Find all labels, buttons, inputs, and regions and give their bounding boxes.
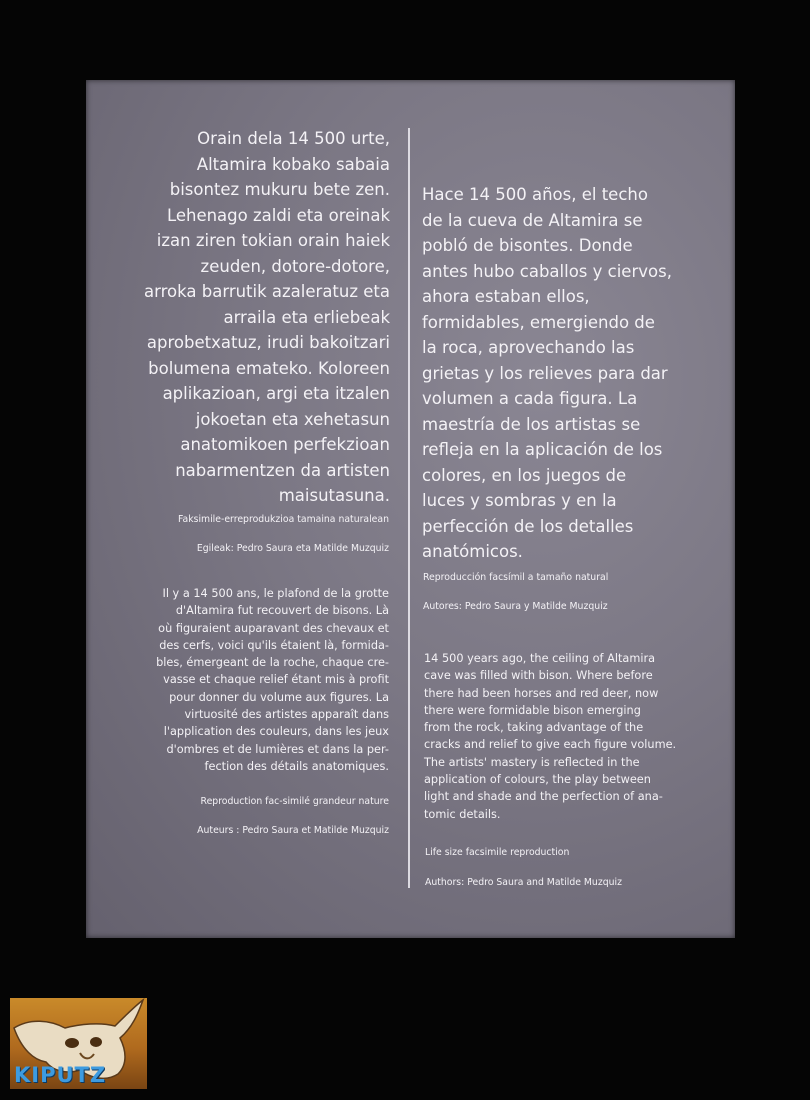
french-authors-note: Auteurs : Pedro Saura et Matilde Muzquiz xyxy=(197,825,389,836)
spanish-text-line: refleja en la aplicación de los xyxy=(422,440,663,459)
english-text-line: cave was filled with bison. Where before xyxy=(424,669,653,683)
basque-text-line: zeuden, dotore-dotore, xyxy=(200,256,390,276)
basque-reproduction-note: Faksimile-erreprodukzioa tamaina naturalean xyxy=(178,514,389,525)
spanish-text-line: ahora estaban ellos, xyxy=(422,287,590,306)
spanish-text-line: de la cueva de Altamira se xyxy=(422,210,643,230)
english-text-line: application of colours, the play between xyxy=(424,773,651,787)
french-text xyxy=(156,585,389,775)
basque-text xyxy=(144,126,390,509)
french-text-line: virtuosité des artistes apparaît dans xyxy=(184,708,389,722)
basque-text-line: arraila eta erliebeak xyxy=(223,307,390,327)
english-text-line: The artists' mastery is reflected in the xyxy=(424,755,640,769)
basque-text-line: maisutasuna. xyxy=(278,486,390,505)
basque-text-line: Altamira kobako sabaia xyxy=(196,154,390,174)
french-text-line: bles, émergeant de la roche, chaque cre- xyxy=(156,656,389,670)
spanish-reproduction-note: Reproducción facsímil a tamaño natural xyxy=(423,572,609,583)
spanish-text-line: antes hubo caballos y ciervos, xyxy=(422,261,672,281)
english-text-line: tomic details. xyxy=(424,807,501,821)
basque-text-line: nabarmentzen da artisten xyxy=(175,460,390,480)
spanish-text-line: luces y sombras y en la xyxy=(422,491,617,510)
spanish-text-line: colores, en los juegos de xyxy=(422,465,627,485)
basque-text-line: Orain dela 14 500 urte, xyxy=(197,129,390,148)
basque-text-line: anatomikoen perfekzioan xyxy=(180,435,390,454)
french-text-line: l'application des couleurs, dans les jeux xyxy=(163,725,389,739)
english-authors-note: Authors: Pedro Saura and Matilde Muzquiz xyxy=(425,877,622,888)
english-text xyxy=(424,650,676,823)
spanish-text-line: pobló de bisontes. Donde xyxy=(422,236,633,255)
basque-text-line: Lehenago zaldi eta oreinak xyxy=(166,205,390,225)
english-text-line: 14 500 years ago, the ceiling of Altamira xyxy=(424,652,656,665)
logo-label: KIPUTZ xyxy=(14,1063,107,1087)
basque-text-line: arroka barrutik azaleratuz eta xyxy=(144,282,390,301)
basque-text-line: aplikazioan, argi eta itzalen xyxy=(162,384,390,403)
basque-text-line: jokoetan eta xehetasun xyxy=(195,409,390,429)
basque-text-line: bisontez mukuru bete zen. xyxy=(169,180,390,199)
english-text-line: cracks and relief to give each figure volume. xyxy=(424,738,677,752)
spanish-text-line: formidables, emergiendo de xyxy=(422,312,655,332)
french-text-line: fection des détails anatomiques. xyxy=(204,759,389,773)
basque-text-line: bolumena emateko. Koloreen xyxy=(148,358,390,378)
spanish-authors-note: Autores: Pedro Saura y Matilde Muzquiz xyxy=(423,601,608,612)
french-text-line: pour donner du volume aux figures. La xyxy=(169,690,389,704)
basque-text-line: izan ziren tokian orain haiek xyxy=(156,231,390,250)
english-text-line: light and shade and the perfection of ana- xyxy=(424,790,663,804)
spanish-text-line: perfección de los detalles xyxy=(422,516,634,536)
spanish-text-line: volumen a cada figura. La xyxy=(422,389,638,408)
spanish-text-line: la roca, aprovechando las xyxy=(422,338,635,357)
spanish-text-line: maestría de los artistas se xyxy=(422,414,641,434)
french-text-line: d'ombres et de lumières et dans la per- xyxy=(166,742,389,756)
basque-text-line: aprobetxatuz, irudi bakoitzari xyxy=(146,333,390,352)
french-text-line: où figuraient auparavant des chevaux et xyxy=(158,621,389,635)
basque-authors-note: Egileak: Pedro Saura eta Matilde Muzquiz xyxy=(196,543,389,554)
column-divider xyxy=(408,128,410,888)
english-text-line: there had been horses and red deer, now xyxy=(424,686,659,700)
english-text-line: there were formidable bison emerging xyxy=(424,703,641,717)
kiputz-logo xyxy=(10,998,147,1089)
english-text-line: from the rock, taking advantage of the xyxy=(424,721,644,735)
french-text-line: des cerfs, voici qu'ils étaient là, formida- xyxy=(159,638,389,652)
french-reproduction-note: Reproduction fac-similé grandeur nature xyxy=(200,796,389,807)
french-text-line: d'Altamira fut recouvert de bisons. Là xyxy=(175,604,389,618)
spanish-text-line: grietas y los relieves para dar xyxy=(422,363,668,383)
french-text-line: vasse et chaque relief étant mis à profit xyxy=(163,673,389,687)
spanish-text xyxy=(422,182,672,565)
spanish-text-line: anatómicos. xyxy=(422,542,523,561)
french-text-line: Il y a 14 500 ans, le plafond de la grotte xyxy=(162,587,389,600)
spanish-text-line: Hace 14 500 años, el techo xyxy=(422,185,648,204)
english-reproduction-note: Life size facsimile reproduction xyxy=(425,847,570,858)
